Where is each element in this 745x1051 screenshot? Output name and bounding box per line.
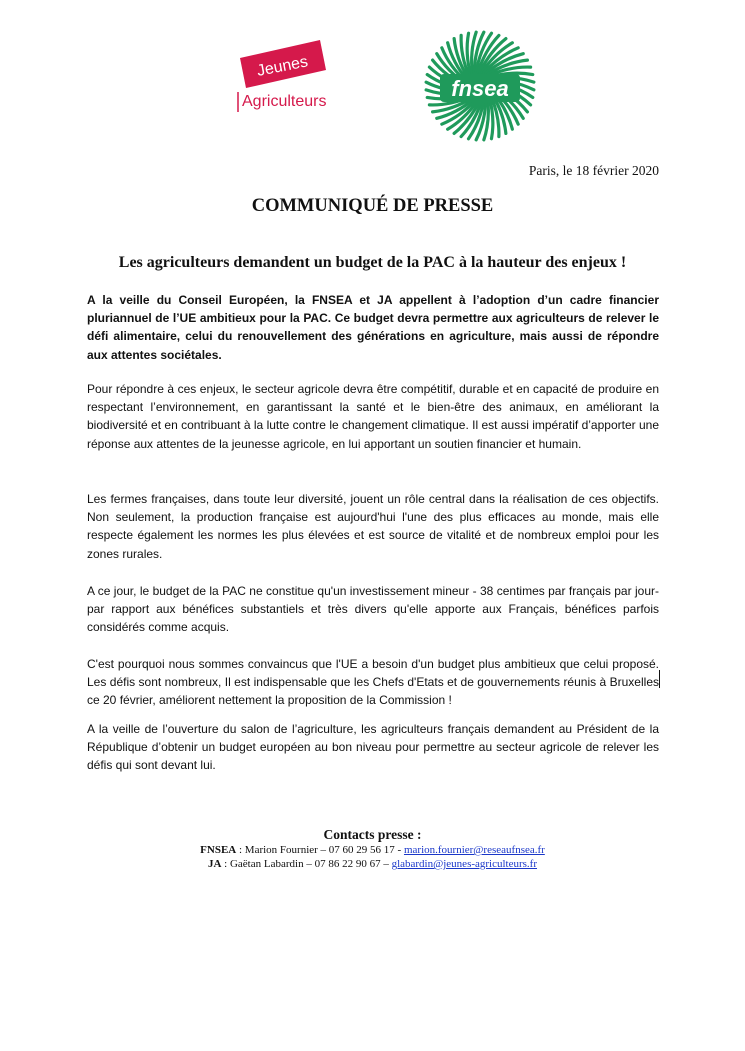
lead-paragraph: A la veille du Conseil Européen, la FNSEA et JA appellent à l’adoption d’un cadre financier pluriannuel de l’UE ambitieux pour la PAC. Ce budget devra permettre aux agriculteurs de relever le défi alimentaire, celui du renouvellement des générations en agriculture, mais aussi de répondre aux attentes sociétales. [87, 293, 659, 362]
contacts-title: Contacts presse : [323, 827, 422, 842]
headline: Les agriculteurs demandent un budget de la PAC à la hauteur des enjeux ! [118, 254, 627, 271]
contact-email-link[interactable]: glabardin@jeunes-agriculteurs.fr [391, 858, 538, 870]
body-paragraph: A ce jour, le budget de la PAC ne constitue qu'un investissement mineur - 38 centimes par français par jour- par rapport aux bénéfices substantiels et très divers qu'elle apporte aux Français, bénéfices parfois considérés comme acquis. [87, 584, 659, 635]
date-line: Paris, le 18 février 2020 [528, 163, 659, 178]
contact-org: JA [207, 858, 222, 870]
revision-bar [659, 670, 660, 688]
svg-text:Agriculteurs: Agriculteurs [242, 93, 327, 110]
body-paragraph: Pour répondre à ces enjeux, le secteur agricole devra être compétitif, durable et en capacité de produire en respectant l’environnement, en garantissant la santé et le bien-être des animaux, en améliorant la biodiversité et en contribuant à la lutte contre le changement climatique. Il est aussi impératif d’apporter une réponse aux attentes de la jeunesse agricole, en lui apportant un soutien financier et humain. [87, 382, 659, 451]
body-paragraph: C'est pourquoi nous sommes convaincus que l'UE a besoin d'un budget plus ambitieux que celui proposé. Les défis sont nombreux, Il est indispensable que les Chefs d'Etats et de gouvernements réunis à Bruxelles ce 20 février, améliorent nettement la proposition de la Commission ! [87, 657, 659, 708]
contacts-block [0, 826, 745, 871]
svg-text:fnsea: fnsea [451, 76, 509, 101]
jeunes-agriculteurs-logo [228, 36, 352, 118]
press-release-title: COMMUNIQUÉ DE PRESSE [251, 196, 494, 216]
contact-line-fnsea [0, 843, 745, 857]
contact-details: : Gaëtan Labardin – 07 86 22 90 67 – [221, 858, 392, 870]
contact-line-ja [0, 857, 745, 871]
fnsea-logo [424, 30, 536, 142]
body-paragraph: Les fermes françaises, dans toute leur diversité, jouent un rôle central dans la réalisation de ces objectifs. Non seulement, la production française est aujourd'hui l'une des plus efficaces au monde, mais elle respecte également les normes les plus élevées et est source de vitalité et de nombreux emploi pour les zones rurales. [87, 492, 659, 561]
svg-text:Jeunes: Jeunes [255, 53, 310, 80]
contact-email-link[interactable]: marion.fournier@reseaufnsea.fr [403, 844, 545, 856]
contact-details: : Marion Fournier – 07 60 29 56 17 - [236, 844, 404, 856]
body-paragraph: A la veille de l’ouverture du salon de l’agriculture, les agriculteurs français demandent au Président de la République d’obtenir un budget européen au bon niveau pour permettre au secteur agricole de relever les défis qui sont devant lui. [87, 722, 659, 773]
contact-org: FNSEA [200, 844, 237, 856]
